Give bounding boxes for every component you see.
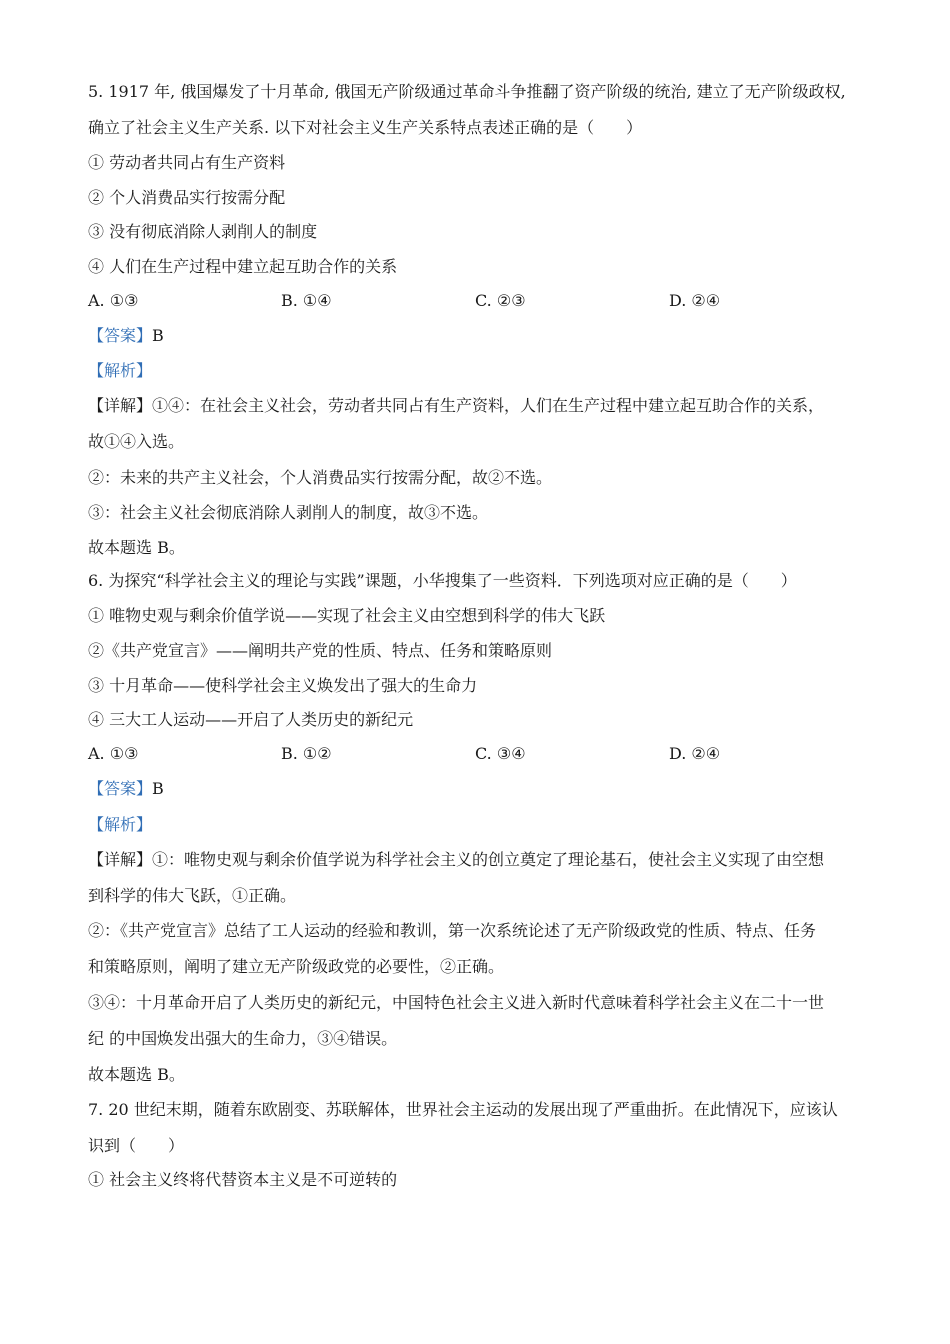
q5-answer bbox=[88, 326, 164, 346]
q5-detail-line-4: ③：社会主义社会彻底消除人剥削人的制度，故③不选。 bbox=[88, 503, 489, 522]
detail-tag: 【详解】 bbox=[88, 850, 153, 869]
q5-option-b: B. ①④ bbox=[281, 291, 332, 310]
answer-value: B bbox=[152, 779, 164, 798]
q5-item-1: ① 劳动者共同占有生产资料 bbox=[88, 153, 286, 172]
answer-tag: 【答案】 bbox=[88, 779, 153, 798]
detail-text: ①④：在社会主义社会，劳动者共同占有生产资料，人们在生产过程中建立起互助合作的关系， bbox=[152, 396, 825, 415]
q7-stem-line-2: 识到（ ） bbox=[88, 1136, 185, 1155]
q7-stem-line-1: 7. 20 世纪末期，随着东欧剧变、苏联解体，世界社会主运动的发展出现了严重曲折。在此情况下，应该认 bbox=[88, 1100, 838, 1119]
answer-tag: 【答案】 bbox=[88, 326, 153, 345]
q5-analysis-tag: 【解析】 bbox=[88, 361, 153, 380]
q6-item-2: ②《共产党宣言》——阐明共产党的性质、特点、任务和策略原则 bbox=[88, 641, 553, 660]
q7-item-1: ① 社会主义终将代替资本主义是不可逆转的 bbox=[88, 1170, 398, 1189]
q6-item-1: ① 唯物史观与剩余价值学说——实现了社会主义由空想到科学的伟大飞跃 bbox=[88, 606, 606, 625]
q6-analysis-tag: 【解析】 bbox=[88, 815, 153, 834]
q5-detail-line-1 bbox=[88, 396, 824, 416]
q6-detail-line-2: 到科学的伟大飞跃，①正确。 bbox=[88, 886, 297, 905]
q6-answer bbox=[88, 779, 164, 799]
q5-detail-line-5: 故本题选 B。 bbox=[88, 538, 185, 557]
q5-item-4: ④ 人们在生产过程中建立起互助合作的关系 bbox=[88, 257, 398, 276]
q5-item-2: ② 个人消费品实行按需分配 bbox=[88, 188, 286, 207]
q5-stem-line-1: 5. 1917 年, 俄国爆发了十月革命, 俄国无产阶级通过革命斗争推翻了资产阶级的统治, 建立了无产阶级政权, bbox=[88, 82, 846, 101]
q6-option-d: D. ②④ bbox=[669, 744, 721, 763]
q5-option-d: D. ②④ bbox=[669, 291, 721, 310]
answer-value: B bbox=[152, 326, 164, 345]
q6-detail-line-5: ③④：十月革命开启了人类历史的新纪元，中国特色社会主义进入新时代意味着科学社会主义在二十一世 bbox=[88, 993, 825, 1012]
q5-item-3: ③ 没有彻底消除人剥削人的制度 bbox=[88, 222, 318, 241]
q6-item-4: ④ 三大工人运动——开启了人类历史的新纪元 bbox=[88, 710, 414, 729]
q6-detail-line-7: 故本题选 B。 bbox=[88, 1065, 185, 1084]
q6-detail-line-6: 纪 的中国焕发出强大的生命力，③④错误。 bbox=[88, 1029, 398, 1048]
detail-tag: 【详解】 bbox=[88, 396, 153, 415]
q6-stem: 6. 为探究“科学社会主义的理论与实践”课题，小华搜集了一些资料．下列选项对应正确的是（ ） bbox=[88, 571, 797, 590]
q5-detail-line-2: 故①④入选。 bbox=[88, 432, 185, 451]
q5-stem-line-2: 确立了社会主义生产关系. 以下对社会主义生产关系特点表述正确的是（ ） bbox=[88, 118, 643, 137]
q6-option-b: B. ①② bbox=[281, 744, 332, 763]
q6-detail-line-4: 和策略原则，阐明了建立无产阶级政党的必要性，②正确。 bbox=[88, 957, 505, 976]
q6-detail-line-1 bbox=[88, 850, 824, 870]
q6-detail-line-3: ②：《共产党宣言》总结了工人运动的经验和教训，第一次系统论述了无产阶级政党的性质、特点、任务 bbox=[88, 921, 817, 940]
q6-item-3: ③ 十月革命——使科学社会主义焕发出了强大的生命力 bbox=[88, 676, 478, 695]
detail-text: ①：唯物史观与剩余价值学说为科学社会主义的创立奠定了理论基石，使社会主义实现了由空想 bbox=[152, 850, 825, 869]
q5-option-c: C. ②③ bbox=[475, 291, 526, 310]
q5-detail-line-3: ②：未来的共产主义社会，个人消费品实行按需分配，故②不选。 bbox=[88, 468, 553, 487]
q5-option-a: A. ①③ bbox=[88, 291, 139, 310]
q6-option-c: C. ③④ bbox=[475, 744, 526, 763]
q6-option-a: A. ①③ bbox=[88, 744, 139, 763]
